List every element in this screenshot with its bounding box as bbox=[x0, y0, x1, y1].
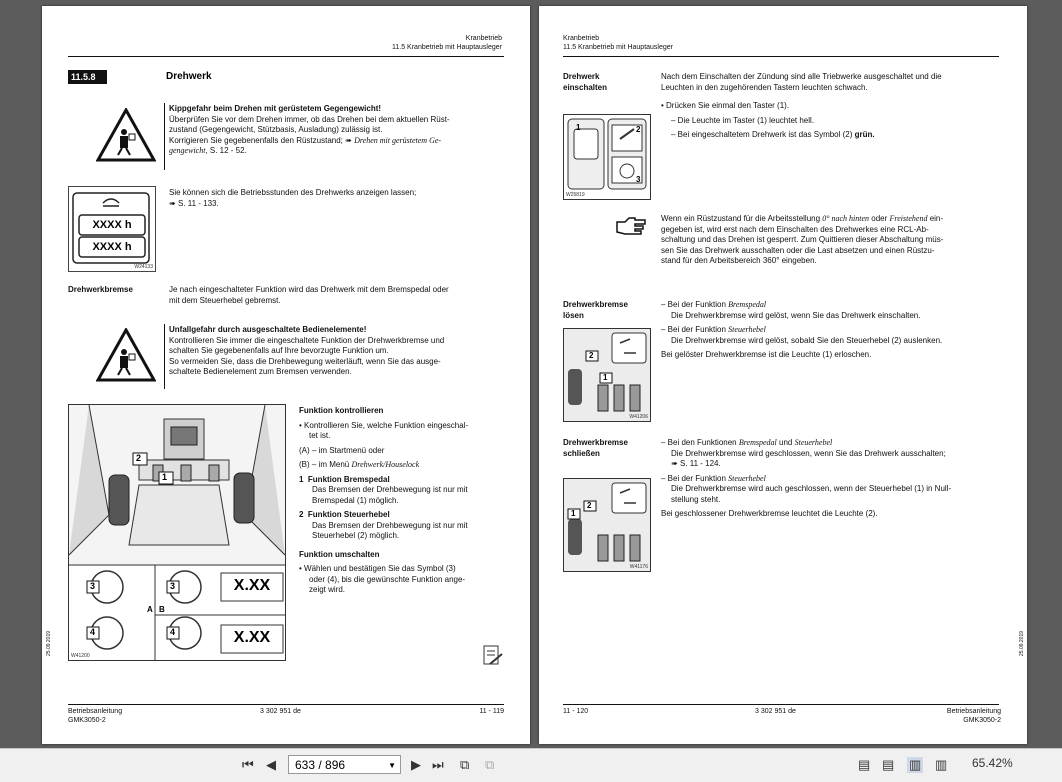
text-emphasis: Steuerhebel bbox=[728, 325, 766, 334]
figure-code: W25819 bbox=[566, 192, 585, 198]
callout-1: 1 bbox=[576, 123, 581, 132]
header-line: Kranbetrieb bbox=[465, 35, 502, 42]
figure-code: W41206 bbox=[629, 414, 648, 420]
close-text: – Bei den Funktionen Bremspedal und Steuerhebel Die Drehwerkbremse wird geschlossen, wenn Sie das Drehwerk ausschalten; ➠ S. 11 - 124. – Bei der Funktion Steuerhebel Die Drehwerkbremse wird auch geschlossen, wenn der Steuerhebel (1) in Null- stellung steht. Bei geschlossener Drehwerkbremse leuchtet die Leuchte (2). bbox=[661, 438, 1006, 520]
footer-docnum: 3 302 951 de bbox=[755, 708, 796, 715]
text-emphasis: Bremspedal bbox=[728, 300, 767, 309]
callout-4: 4 bbox=[170, 627, 176, 637]
page-number: 11 - 119 bbox=[479, 708, 504, 715]
text-line: Sie können sich die Betriebsstunden des Drehwerks anzeigen lassen; bbox=[169, 188, 417, 197]
text-line: schaltete Bedienelement zum Bremsen verwenden. bbox=[169, 367, 352, 376]
text-line: Bei geschlossener Drehwerkbremse leuchtet die Leuchte (2). bbox=[661, 509, 878, 518]
label-line: lösen bbox=[563, 310, 584, 320]
arrow-ref-icon: ➠ bbox=[169, 198, 176, 208]
brake-close-illustration bbox=[564, 479, 650, 571]
page-header bbox=[392, 34, 502, 52]
header-line: 11.5 Kranbetrieb mit Hauptausleger bbox=[563, 44, 673, 51]
switch-on-figure bbox=[563, 114, 651, 200]
text-line: Wenn ein Rüstzustand für die Arbeitsstellung bbox=[661, 214, 821, 223]
text-line: Die Drehwerkbremse wird auch geschlossen, wenn der Steuerhebel (1) in Null- bbox=[671, 484, 952, 493]
chevron-down-icon[interactable]: ▼ bbox=[388, 761, 396, 770]
label-line: Drehwerkbremse bbox=[563, 300, 628, 309]
text-line: zustand (Gegengewicht, Stützbasis, Ausladung) zulässig ist. bbox=[169, 125, 383, 134]
item-title: Funktion Steuerhebel bbox=[307, 510, 390, 519]
text-line: Korrigieren Sie gegebenenfalls den Rüstzustand; bbox=[169, 135, 343, 145]
side-date: 25.09.2019 bbox=[1019, 630, 1025, 656]
cross-reference-link[interactable]: gengewicht bbox=[169, 146, 206, 155]
brake-text bbox=[169, 285, 509, 306]
item-number: 2 bbox=[299, 510, 304, 519]
text-line: (B) – im Menü bbox=[299, 460, 350, 469]
header-rule bbox=[68, 56, 504, 57]
display-value: X.XX bbox=[233, 577, 271, 594]
subsection-label bbox=[563, 300, 628, 321]
figure-code: W24133 bbox=[134, 264, 153, 270]
footer-text: GMK3050-2 bbox=[963, 717, 1001, 724]
hours-text bbox=[169, 188, 509, 209]
text-line: Die Drehwerkbremse wird gelöst, sobald Sie den Steuerhebel (2) auslenken. bbox=[671, 335, 943, 345]
text-line: mit dem Steuerhebel gebremst. bbox=[169, 295, 281, 305]
footer-docnum: 3 302 951 de bbox=[260, 708, 301, 715]
callout-2: 2 bbox=[636, 125, 641, 134]
item-title: Funktion Bremspedal bbox=[307, 474, 390, 484]
text-line: Die Drehwerkbremse wird gelöst, wenn Sie das Drehwerk einschalten. bbox=[671, 310, 921, 320]
page-number-value: 633 / 896 bbox=[295, 758, 346, 772]
text-line: schalten Sie gegebenenfalls auf Ihre bevorzugte Funktion um. bbox=[169, 346, 389, 355]
footer-text: Betriebsanleitung bbox=[68, 708, 123, 715]
first-page-icon[interactable]: ⏮ bbox=[242, 757, 254, 772]
warning-icon-box bbox=[68, 100, 156, 170]
text-line: Nach dem Einschalten der Zündung sind alle Triebwerke ausgeschaltet und die bbox=[661, 72, 942, 81]
page-left bbox=[42, 6, 530, 744]
label-line: Drehwerkbremse bbox=[563, 438, 628, 447]
callout-a: A bbox=[147, 605, 153, 614]
release-figure bbox=[563, 328, 651, 422]
header-rule bbox=[563, 56, 999, 57]
close-figure bbox=[563, 478, 651, 572]
notes-icon bbox=[482, 644, 504, 668]
arrow-ref-icon: ➠ bbox=[345, 135, 352, 145]
text-line: Bei eingeschaltetem Drehwerk ist das Symbol (2) bbox=[677, 130, 853, 139]
figure-code: W41200 bbox=[71, 653, 90, 659]
callout-3: 3 bbox=[170, 581, 176, 591]
warning-triangle-icon bbox=[96, 108, 156, 162]
last-page-icon[interactable]: ⏭ bbox=[432, 757, 444, 772]
text-emphasis: Steuerhebel bbox=[728, 473, 766, 483]
label-line: schließen bbox=[563, 448, 600, 458]
display-value: X.XX bbox=[233, 629, 271, 646]
text-emphasis: Steuerhebel bbox=[794, 438, 833, 447]
text-line: schaltung und das Drehen ist gesperrt. Zum Quittieren dieser Abschaltung müs- bbox=[661, 235, 944, 244]
callout-1: 1 bbox=[162, 472, 168, 482]
next-page-icon[interactable]: ▶ bbox=[411, 757, 421, 772]
text-line: Bei der Funktion bbox=[667, 300, 726, 309]
callout-1: 1 bbox=[603, 373, 608, 382]
single-page-view-icon[interactable]: ▤ bbox=[858, 757, 871, 772]
text-line: Wählen und bestätigen Sie das Symbol (3) bbox=[304, 564, 456, 573]
text-line: Die Leuchte im Taster (1) leuchtet hell. bbox=[677, 115, 815, 125]
text-emphasis: 0° nach hinten bbox=[822, 214, 870, 223]
text-line: (A) – im Startmenü oder bbox=[299, 445, 385, 455]
switch-title: Funktion umschalten bbox=[299, 549, 380, 559]
text-line: Die Drehwerkbremse wird geschlossen, wenn Sie das Drehwerk ausschalten; bbox=[671, 448, 946, 458]
header-line: 11.5 Kranbetrieb mit Hauptausleger bbox=[392, 44, 502, 51]
page-number-input[interactable] bbox=[288, 755, 401, 774]
text-emphasis: Freistehend bbox=[889, 214, 928, 223]
warning-bar bbox=[164, 103, 165, 170]
hours-display-figure bbox=[68, 186, 156, 272]
text-line: ein- bbox=[929, 214, 944, 223]
page-ref: , S. 12 - 52. bbox=[205, 146, 247, 155]
page-ref[interactable]: S. 11 - 124. bbox=[679, 459, 721, 468]
two-page-continuous-view-icon[interactable]: ▥ bbox=[935, 757, 948, 772]
cab-figure bbox=[68, 404, 286, 661]
warning-text bbox=[169, 104, 509, 157]
callout-2: 2 bbox=[589, 351, 594, 360]
cab-illustration bbox=[69, 405, 285, 660]
text-line: tet ist. bbox=[309, 431, 331, 440]
callout-3: 3 bbox=[636, 175, 641, 184]
warning-bar bbox=[164, 324, 165, 389]
figure-code: W41176 bbox=[629, 564, 648, 570]
text-line: Drücken Sie einmal den Taster (1). bbox=[666, 101, 790, 110]
header-line: Kranbetrieb bbox=[563, 35, 600, 42]
page-number: 11 - 120 bbox=[563, 708, 589, 715]
footer-text: GMK3050-2 bbox=[68, 717, 106, 724]
text-line: gegeben ist, wird erst nach dem Einschalten des Drehwerkes eine RCL-Ab- bbox=[661, 224, 929, 234]
callout-1: 1 bbox=[571, 509, 576, 518]
continuous-view-icon[interactable]: ▤ bbox=[882, 757, 895, 772]
subsection-label bbox=[563, 438, 628, 459]
text-emphasis: grün. bbox=[854, 130, 875, 139]
footer-rule bbox=[563, 704, 999, 705]
note-text bbox=[661, 214, 1006, 267]
switch-on-text: Nach dem Einschalten der Zündung sind alle Triebwerke ausgeschaltet und die Leuchten in den zugehörenden Tastern leuchten schwach. • Drücken Sie einmal den Taster (1). – Die Leuchte im Taster (1) leuchtet hell. – Bei eingeschaltetem Drehwerk ist das Symbol (2) grün. bbox=[661, 72, 1006, 141]
callout-3: 3 bbox=[90, 581, 96, 591]
text-line: Das Bremsen der Drehbewegung ist nur mit bbox=[312, 520, 468, 530]
warning-title: Kippgefahr beim Drehen mit gerüstetem Gegengewicht! bbox=[169, 104, 382, 113]
page-ref[interactable]: S. 11 - 133. bbox=[177, 198, 219, 208]
text-line: Überprüfen Sie vor dem Drehen immer, ob das Drehen bei dem aktuellen Rüst- bbox=[169, 114, 450, 124]
text-line: Bei der Funktion bbox=[667, 473, 726, 483]
callout-2: 2 bbox=[587, 501, 592, 510]
go-forward-icon[interactable]: ⧉ bbox=[485, 757, 495, 772]
callout-2: 2 bbox=[136, 453, 142, 463]
text-line: oder bbox=[871, 214, 888, 223]
text-line: Kontrollieren Sie immer die eingeschaltete Funktion der Drehwerkbremse und bbox=[169, 335, 445, 345]
text-line: oder (4), bis die gewünschte Funktion ange- bbox=[309, 574, 466, 584]
subsection-label: Drehwerkbremse bbox=[68, 285, 133, 294]
side-date: 25.09.2019 bbox=[46, 630, 52, 656]
text-line: stellung steht. bbox=[671, 494, 721, 504]
text-line: stand für den Arbeitsbereich 360° eingeben. bbox=[661, 256, 817, 265]
check-section: Funktion kontrollieren • Kontrollieren Sie, welche Funktion eingeschal- tet ist. (A) – im Startmenü oder (B) – im Menü Drehwerk/Houselock 1 Funktion Bremspedal Das Bremsen der Drehbewegung ist nur mit Bremspedal (1) möglich. 2 Funktion Steuerhebel Das Bremsen der Drehbewegung ist nur mit Steuerhebel (2) möglich. Funktion umschalten • Wählen und bestätigen Sie das Symbol (3) oder (4), bis die gewünschte Funktion ange- zeigt wird. bbox=[299, 406, 509, 596]
footer-right bbox=[947, 707, 1001, 725]
warning-text bbox=[169, 325, 509, 378]
text-line: zeigt wird. bbox=[309, 585, 346, 594]
text-line: und bbox=[779, 438, 793, 447]
text-emphasis: Bremspedal bbox=[738, 438, 777, 447]
text-line: sen Sie das Drehwerk ausschalten oder die Last absetzen und einen Rüstzu- bbox=[661, 245, 935, 255]
text-line: Bei der Funktion bbox=[667, 325, 726, 334]
callout-b: B bbox=[159, 605, 165, 614]
warning-triangle-icon bbox=[96, 328, 156, 382]
item-number: 1 bbox=[299, 474, 304, 484]
menu-name: Drehwerk/Houselock bbox=[351, 460, 420, 469]
go-back-icon[interactable]: ⧉ bbox=[460, 757, 470, 772]
text-line: Steuerhebel (2) möglich. bbox=[312, 531, 400, 540]
arrow-ref-icon: ➠ bbox=[671, 459, 678, 468]
page-header bbox=[563, 34, 673, 52]
two-page-view-icon[interactable]: ▥ bbox=[909, 757, 922, 772]
text-line: So vermeiden Sie, dass die Drehbewegung weiterläuft, wenn Sie das ausge- bbox=[169, 356, 441, 366]
label-line: einschalten bbox=[563, 82, 608, 92]
footer-rule bbox=[68, 704, 504, 705]
text-line: Bremspedal (1) möglich. bbox=[312, 495, 399, 505]
release-text: – Bei der Funktion Bremspedal Die Drehwerkbremse wird gelöst, wenn Sie das Drehwerk einschalten. – Bei der Funktion Steuerhebel Die Drehwerkbremse wird gelöst, sobald Sie den Steuerhebel (2) auslenken. Bei gelöster Drehwerkbremse ist die Leuchte (1) erloschen. bbox=[661, 300, 1006, 361]
text-line: Bei den Funktionen bbox=[667, 438, 737, 447]
section-number: 11.5.8 bbox=[68, 70, 107, 84]
text-line: Leuchten in den zugehörenden Tastern leuchten schwach. bbox=[661, 82, 868, 92]
callout-4: 4 bbox=[90, 627, 96, 637]
warning-icon-box bbox=[96, 328, 156, 387]
hours-value: XXXX h bbox=[92, 241, 132, 253]
footer-text: Betriebsanleitung bbox=[946, 708, 1001, 715]
label-line: Drehwerk bbox=[563, 72, 600, 81]
text-line: Das Bremsen der Drehbewegung ist nur mit bbox=[312, 485, 468, 494]
text-line: Bei gelöster Drehwerkbremse ist die Leuchte (1) erloschen. bbox=[661, 350, 872, 359]
page-right bbox=[539, 6, 1027, 744]
footer-left bbox=[68, 707, 122, 725]
cross-reference-link[interactable]: Drehen mit gerüstetem Ge- bbox=[354, 135, 442, 145]
pointing-hand-icon bbox=[615, 216, 647, 236]
hours-value: XXXX h bbox=[92, 219, 132, 231]
warning-title: Unfallgefahr durch ausgeschaltete Bedienelemente! bbox=[169, 325, 367, 334]
previous-page-icon[interactable]: ◀ bbox=[266, 757, 276, 772]
section-title: Drehwerk bbox=[166, 71, 212, 82]
zoom-level[interactable]: 65.42% bbox=[972, 756, 1013, 770]
text-line: Je nach eingeschalteter Funktion wird das Drehwerk mit dem Bremspedal oder bbox=[169, 285, 449, 294]
viewer-toolbar bbox=[0, 748, 1062, 782]
check-title: Funktion kontrollieren bbox=[299, 406, 384, 415]
subsection-label bbox=[563, 72, 607, 93]
text-line: Kontrollieren Sie, welche Funktion eingeschal- bbox=[304, 420, 469, 430]
